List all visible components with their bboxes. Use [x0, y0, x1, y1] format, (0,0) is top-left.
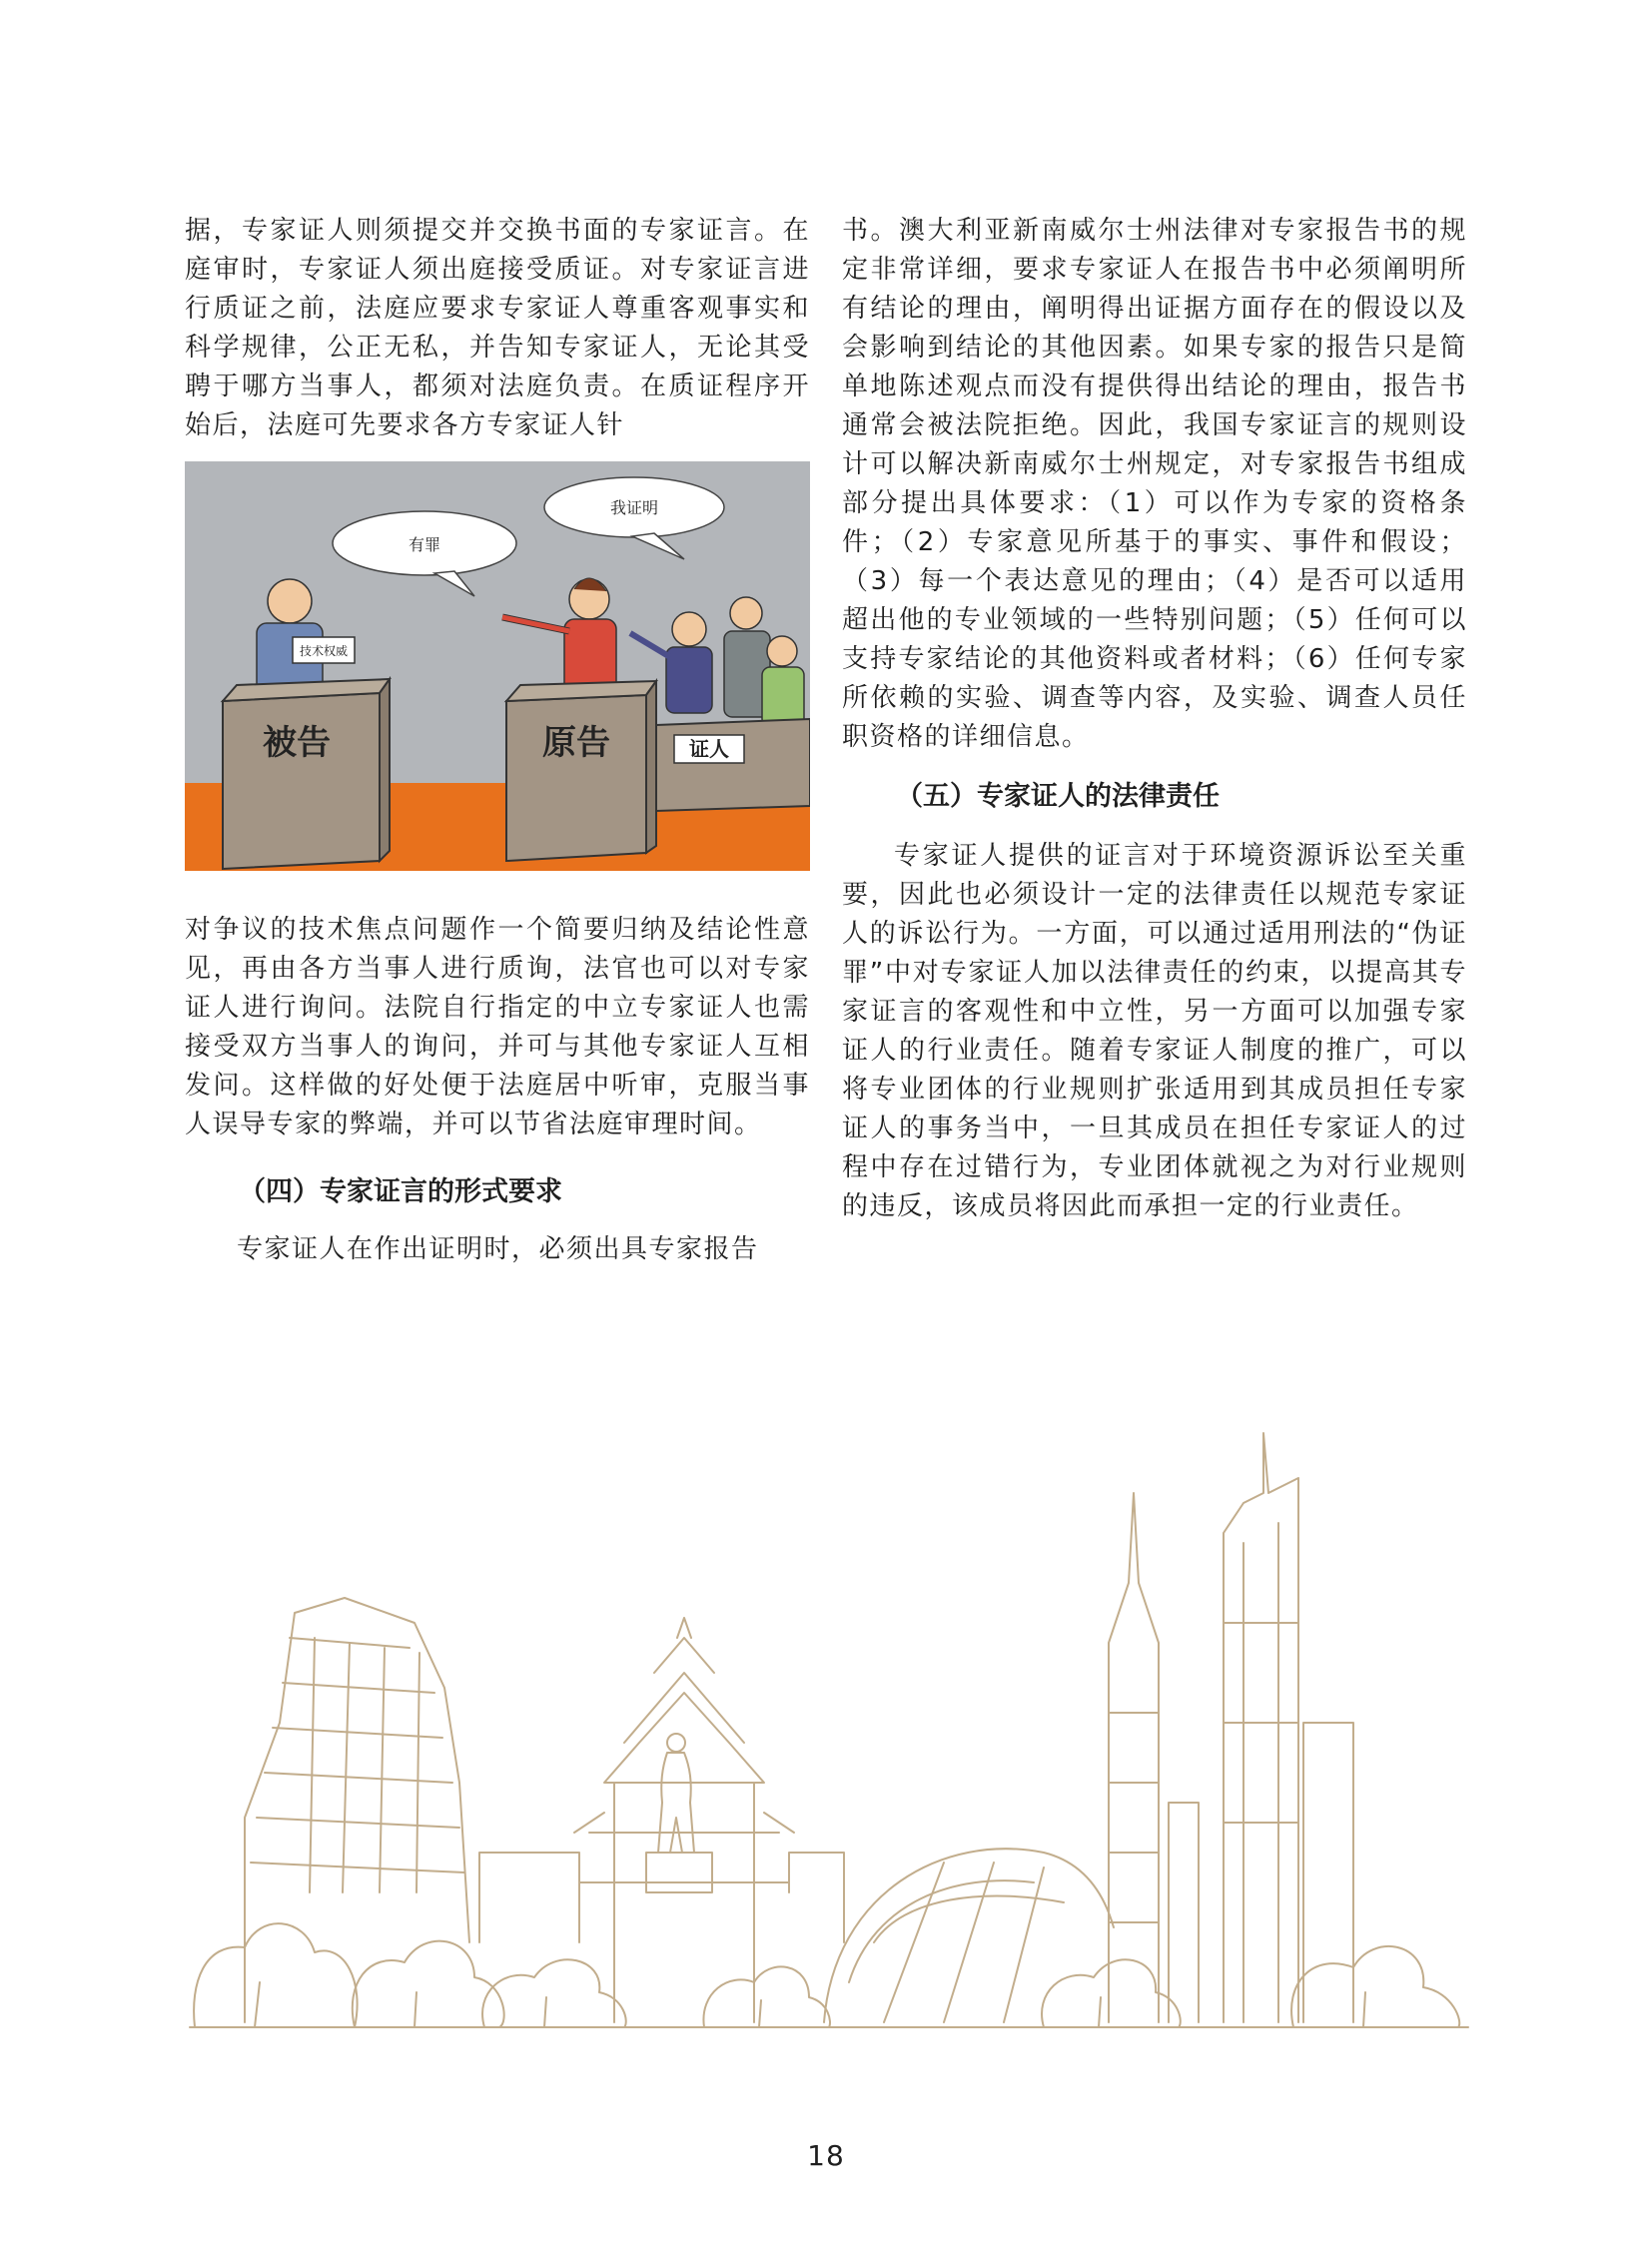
- courtroom-cartoon: [185, 461, 810, 871]
- left-paragraph-1: 据，专家证人则须提交并交换书面的专家证言。在庭审时，专家证人须出庭接受质证。对专家证言进行质证之前，法庭应要求专家证人尊重客观事实和科学规律，公正无私，并告知专家证人，无论其受聘于哪方当事人，都须对法庭负责。在质证程序开始后，法庭可先要求各方专家证人针: [185, 216, 810, 440]
- section-heading-5: （五）专家证人的法律责任: [896, 781, 1220, 812]
- right-paragraph-2: 专家证人提供的证言对于环境资源诉讼至关重要，因此也必须设计一定的法律责任以规范专家证人的诉讼行为。一方面，可以通过适用刑法的“伪证罪”中对专家证人加以法律责任的约束，以提高其专家证言的客观性和中立性，另一方面可以加强专家证人的行业责任。随着专家证人制度的推广，可以将专业团体的行业规则扩张适用到其成员担任专家证人的事务当中，一旦其成员在担任专家证人的过程中存在过错行为，专业团体就视之为对行业规则的违反，该成员将因此而承担一定的行业责任。: [842, 841, 1467, 1221]
- left-paragraph-3: 专家证人在作出证明时，必须出具专家报告: [237, 1234, 759, 1264]
- defendant-podium-label: 被告: [263, 723, 331, 763]
- left-paragraph-2: 对争议的技术焦点问题作一个简要归纳及结论性意见，再由各方当事人进行质询，法官也可以对专家证人进行询问。法院自行指定的中立专家证人也需接受双方当事人的询问，并可与其他专家证人互相发问。这样做的好处便于法庭居中听审，克服当事人误导专家的弊端，并可以节省法庭审理时间。: [185, 915, 810, 1139]
- page-number: 18: [807, 2139, 845, 2172]
- speech-bubble-right-text: 我证明: [609, 498, 659, 517]
- witness-stand: [656, 719, 810, 811]
- witness-sign-text: 证人: [689, 737, 729, 761]
- left-column: [185, 212, 810, 1269]
- right-column: [842, 212, 1467, 1226]
- plaintiff-podium-label: 原告: [542, 723, 610, 763]
- section-heading-4: （四）专家证言的形式要求: [239, 1176, 562, 1207]
- plaintiff-podium: [506, 681, 656, 861]
- defendant-sign-text: 技术权威: [299, 644, 349, 658]
- city-skyline-illustration: [185, 1423, 1473, 2047]
- defendant-podium: [223, 679, 390, 869]
- speech-bubble-left-text: 有罪: [408, 535, 441, 554]
- right-paragraph-1: 书。澳大利亚新南威尔士州法律对专家报告书的规定非常详细，要求专家证人在报告书中必须阐明所有结论的理由，阐明得出证据方面存在的假设以及会影响到结论的其他因素。如果专家的报告只是简单地陈述观点而没有提供得出结论的理由，报告书通常会被法院拒绝。因此，我国专家证言的规则设计可以解决新南威尔士州规定，对专家报告书组成部分提出具体要求：（1）可以作为专家的资格条件；（2）专家意见所基于的事实、事件和假设；（3）每一个表达意见的理由；（4）是否可以适用超出他的专业领域的一些特别问题；（5）任何可以支持专家结论的其他资料或者材料；（6）任何专家所依赖的实验、调查等内容，及实验、调查人员任职资格的详细信息。: [842, 216, 1467, 752]
